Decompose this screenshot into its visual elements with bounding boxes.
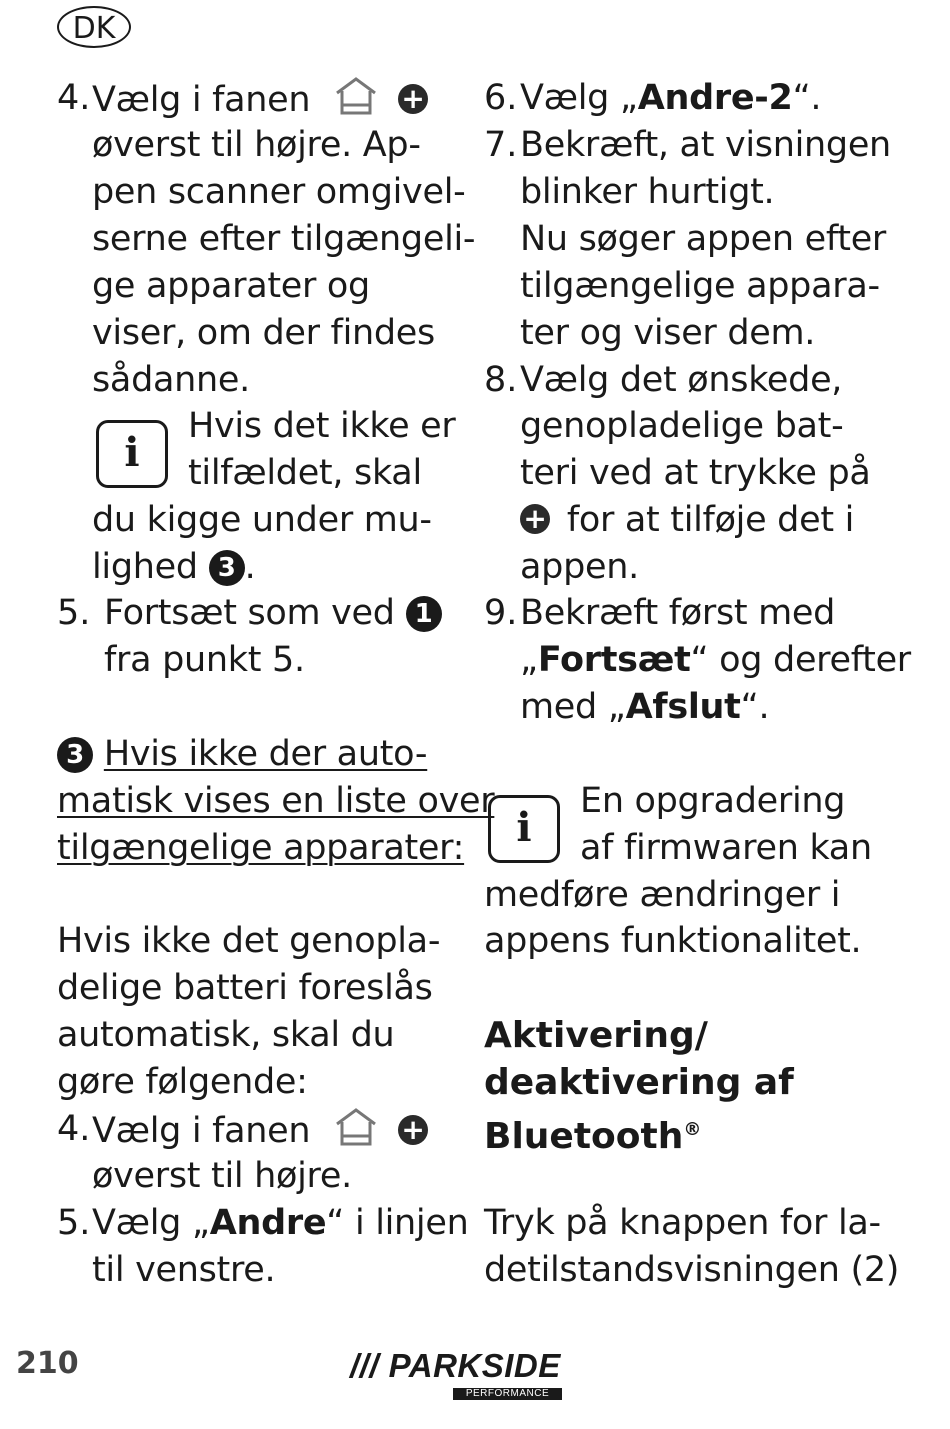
section-3-heading-text: tilgængelige apparater: xyxy=(57,828,465,868)
info-note-line: tilfældet, skal xyxy=(188,453,422,493)
step-4-line: viser, om der findes xyxy=(92,313,435,353)
plus-icon: + xyxy=(398,1115,428,1145)
step-6-text: “. xyxy=(792,78,822,118)
info-note-text: lighed xyxy=(92,547,198,587)
option-andre-2: Andre-2 xyxy=(637,78,793,118)
step-5-line: fra punkt 5. xyxy=(104,640,305,680)
step-5b-line xyxy=(92,1200,468,1247)
brand-subline: PERFORMANCE xyxy=(453,1388,562,1400)
paragraph-line: Hvis ikke det genopla- xyxy=(57,921,441,961)
step-7-line: Bekræft, at visningen xyxy=(520,125,891,165)
step-9-text: med „ xyxy=(520,687,626,727)
info-note-line: du kigge under mu- xyxy=(92,500,432,540)
step-9-line: Bekræft først med xyxy=(520,593,836,633)
paragraph-line: gøre følgende: xyxy=(57,1062,308,1102)
info-note-line: af firmwaren kan xyxy=(580,828,872,868)
step-8-text: for at tilføje det i xyxy=(566,500,854,540)
section-heading-text: Bluetooth xyxy=(484,1116,684,1157)
paragraph-line: automatisk, skal du xyxy=(57,1015,395,1055)
step-4-line: ge apparater og xyxy=(92,266,370,306)
info-icon: i xyxy=(96,420,168,488)
step-number: 7. xyxy=(484,125,518,165)
step-number: 5. xyxy=(57,593,91,633)
ref-number-3-icon: 3 xyxy=(209,550,245,586)
step-number: 4. xyxy=(57,1109,91,1149)
option-andre: Andre xyxy=(209,1203,327,1243)
step-number: 5. xyxy=(57,1203,91,1243)
house-icon xyxy=(333,75,379,117)
section-3-heading xyxy=(57,731,427,778)
step-4-text: Vælg i fanen xyxy=(92,80,311,120)
info-icon: i xyxy=(488,795,560,863)
step-9-text: “. xyxy=(740,687,770,727)
section-heading: deaktivering af xyxy=(484,1062,794,1103)
step-4-line: sådanne. xyxy=(92,360,250,400)
step-8-line: genopladelige bat- xyxy=(520,406,844,446)
step-4b-line xyxy=(92,1106,428,1155)
info-note-line: medføre ændringer i xyxy=(484,875,841,915)
step-4-line: serne efter tilgængeli- xyxy=(92,219,476,259)
ref-number-1-icon: 1 xyxy=(406,596,442,632)
step-5b-line: til venstre. xyxy=(92,1250,276,1290)
page-number: 210 xyxy=(16,1346,79,1381)
step-7-line: tilgængelige appara- xyxy=(520,266,880,306)
plus-icon: + xyxy=(520,504,550,534)
info-note-line: Hvis det ikke er xyxy=(188,406,456,446)
step-9-line xyxy=(520,684,769,731)
step-number: 9. xyxy=(484,593,518,633)
step-5b-text: Vælg „ xyxy=(92,1203,210,1243)
step-8-line: Vælg det ønskede, xyxy=(520,360,843,400)
option-afslut: Afslut xyxy=(625,687,741,727)
step-9-line xyxy=(520,637,911,684)
house-icon xyxy=(333,1106,379,1148)
paragraph-line: Tryk på knappen for la- xyxy=(484,1203,881,1243)
parkside-logo xyxy=(350,1346,562,1400)
step-5-line xyxy=(104,590,442,637)
step-5-text: Fortsæt som ved xyxy=(104,593,395,633)
section-3-heading-text: Hvis ikke der auto- xyxy=(103,734,428,774)
step-number: 6. xyxy=(484,78,518,118)
ref-number-3-icon: 3 xyxy=(57,737,93,773)
step-4-line xyxy=(92,75,428,124)
step-8-line: teri ved at trykke på xyxy=(520,453,871,493)
info-note-line: appens funktionalitet. xyxy=(484,921,862,961)
section-heading xyxy=(484,1106,701,1160)
step-4b-line: øverst til højre. xyxy=(92,1156,352,1196)
step-9-text: “ og derefter xyxy=(690,640,911,680)
step-9-text: „ xyxy=(520,640,538,680)
step-7-line: ter og viser dem. xyxy=(520,313,816,353)
step-8-line: appen. xyxy=(520,547,639,587)
step-number: 4. xyxy=(57,78,91,118)
step-4b-text: Vælg i fanen xyxy=(92,1111,311,1151)
step-7-line: Nu søger appen efter xyxy=(520,219,887,259)
step-6-text: Vælg „ xyxy=(520,78,638,118)
step-8-line xyxy=(520,497,854,544)
brand-name: /// PARKSIDE xyxy=(350,1347,561,1384)
plus-icon: + xyxy=(398,84,428,114)
step-4-line: pen scanner omgivel- xyxy=(92,172,466,212)
option-fortsaet: Fortsæt xyxy=(537,640,691,680)
registered-mark: ® xyxy=(683,1119,702,1140)
info-note-line: En opgradering xyxy=(580,781,846,821)
paragraph-line: detilstandsvisningen (2) xyxy=(484,1250,900,1290)
paragraph-line: delige batteri foreslås xyxy=(57,968,433,1008)
step-7-line: blinker hurtigt. xyxy=(520,172,775,212)
step-number: 8. xyxy=(484,360,518,400)
step-4-line: øverst til højre. Ap- xyxy=(92,125,421,165)
section-3-heading-text: matisk vises en liste over xyxy=(57,781,495,821)
step-5b-text: “ i linjen xyxy=(326,1203,469,1243)
language-badge: DK xyxy=(57,6,131,48)
period: . xyxy=(244,547,256,587)
section-heading: Aktivering/ xyxy=(484,1015,708,1056)
step-6-line xyxy=(520,75,821,122)
info-note-line xyxy=(92,544,255,591)
